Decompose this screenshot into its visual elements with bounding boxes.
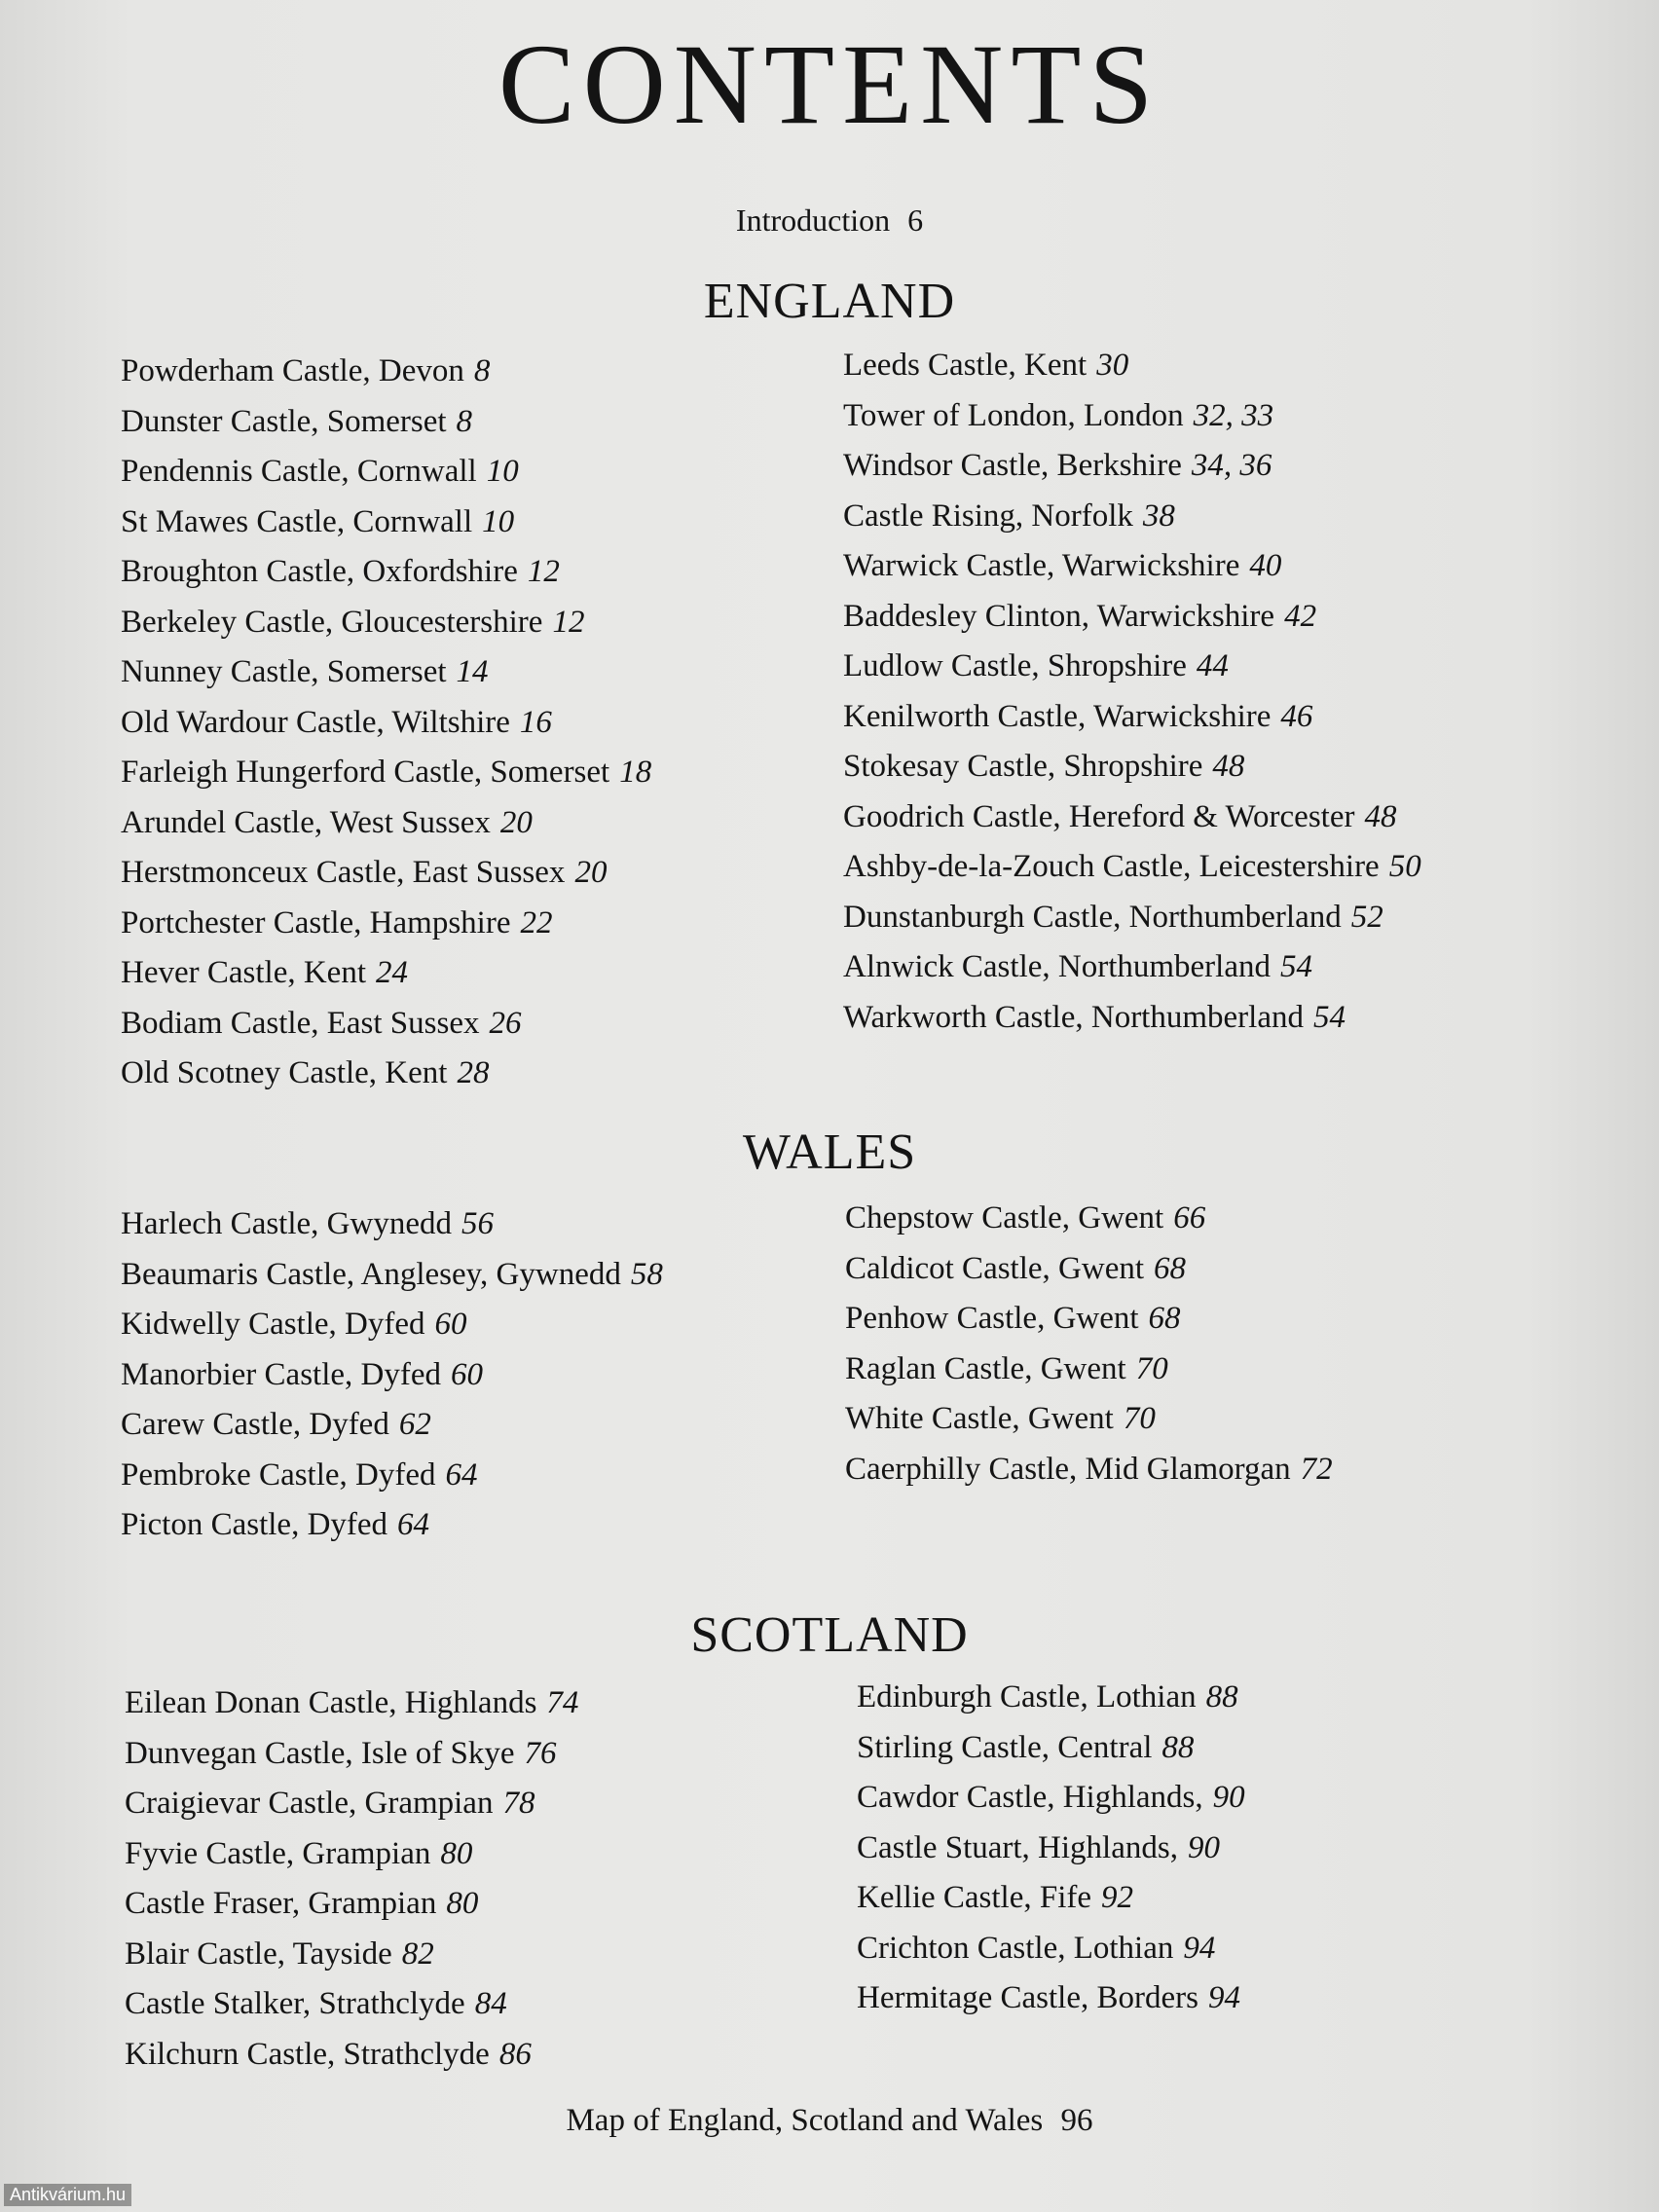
- toc-entry: [121, 899, 651, 949]
- toc-entry-page: 24: [376, 955, 408, 990]
- introduction-entry: [0, 203, 1659, 239]
- toc-entry-title: Nunney Castle, Somerset: [121, 654, 447, 689]
- toc-entry-page: 12: [552, 604, 585, 640]
- toc-entry-page: 26: [489, 1005, 522, 1041]
- toc-entry: [121, 1049, 651, 1099]
- toc-entry: [857, 1773, 1245, 1824]
- toc-entry-title: Fyvie Castle, Grampian: [125, 1835, 431, 1871]
- toc-entry: [121, 547, 651, 598]
- toc-entry-title: Tower of London, London: [843, 397, 1184, 433]
- wales-left-list: [121, 1199, 663, 1551]
- toc-entry-title: Old Wardour Castle, Wiltshire: [121, 704, 510, 740]
- toc-entry-title: Chepstow Castle, Gwent: [845, 1200, 1164, 1235]
- toc-entry-title: Ashby-de-la-Zouch Castle, Leicestershire: [843, 849, 1380, 884]
- section-heading-scotland: SCOTLAND: [690, 1607, 969, 1663]
- toc-entry: [843, 942, 1421, 993]
- toc-entry: [857, 1873, 1245, 1924]
- toc-entry-page: 80: [446, 1886, 479, 1921]
- toc-entry: [125, 1779, 578, 1829]
- toc-entry-page: 22: [520, 904, 553, 940]
- toc-entry-title: Picton Castle, Dyfed: [121, 1507, 388, 1542]
- toc-entry-page: 90: [1212, 1780, 1245, 1815]
- toc-entry: [125, 1829, 578, 1880]
- toc-entry: [857, 1973, 1245, 2024]
- toc-entry-page: 10: [482, 503, 515, 539]
- toc-entry-title: Bodiam Castle, East Sussex: [121, 1005, 480, 1041]
- toc-entry-title: Raglan Castle, Gwent: [845, 1350, 1126, 1386]
- toc-entry-title: Caerphilly Castle, Mid Glamorgan: [845, 1451, 1291, 1487]
- toc-entry: [121, 798, 651, 849]
- toc-entry: [125, 2030, 578, 2081]
- toc-entry: [857, 1673, 1245, 1723]
- toc-entry-page: 56: [461, 1206, 494, 1241]
- toc-entry-title: Castle Stuart, Highlands,: [857, 1829, 1178, 1865]
- toc-entry-title: Edinburgh Castle, Lothian: [857, 1679, 1197, 1714]
- toc-entry: [121, 647, 651, 698]
- toc-entry-title: Baddesley Clinton, Warwickshire: [843, 598, 1275, 634]
- toc-entry: [121, 347, 651, 397]
- toc-entry-title: Carew Castle, Dyfed: [121, 1407, 389, 1442]
- toc-entry-page: 80: [440, 1835, 473, 1871]
- toc-entry-title: Ludlow Castle, Shropshire: [843, 648, 1187, 683]
- toc-entry: [121, 999, 651, 1050]
- toc-entry-page: 18: [619, 755, 652, 790]
- toc-entry-title: Dunstanburgh Castle, Northumberland: [843, 899, 1342, 935]
- toc-entry-title: Kenilworth Castle, Warwickshire: [843, 698, 1272, 734]
- toc-entry-title: Old Scotney Castle, Kent: [121, 1055, 448, 1090]
- toc-entry-page: 90: [1187, 1829, 1220, 1865]
- toc-entry: [843, 391, 1421, 442]
- toc-entry-page: 88: [1161, 1729, 1195, 1765]
- toc-entry-page: 70: [1123, 1401, 1156, 1436]
- toc-entry-page: 76: [524, 1735, 557, 1771]
- introduction-page: 6: [907, 203, 924, 238]
- toc-entry: [843, 592, 1421, 643]
- toc-entry-page: 68: [1154, 1250, 1187, 1286]
- toc-entry-page: 62: [398, 1407, 431, 1442]
- toc-entry-page: 12: [527, 554, 560, 589]
- toc-entry-title: Broughton Castle, Oxfordshire: [121, 554, 518, 589]
- toc-entry-title: Blair Castle, Tayside: [125, 1936, 392, 1972]
- toc-entry-page: 40: [1249, 548, 1282, 583]
- toc-entry: [857, 1924, 1245, 1974]
- toc-entry-title: Hermitage Castle, Borders: [857, 1980, 1198, 2015]
- toc-entry-page: 48: [1212, 749, 1245, 784]
- page-title: CONTENTS: [498, 20, 1161, 148]
- toc-entry-title: Arundel Castle, West Sussex: [121, 804, 491, 840]
- toc-entry-title: Cawdor Castle, Highlands,: [857, 1780, 1203, 1815]
- toc-entry-title: Castle Stalker, Strathclyde: [125, 1986, 465, 2021]
- toc-entry-page: 74: [546, 1685, 579, 1720]
- toc-entry-title: Farleigh Hungerford Castle, Somerset: [121, 755, 610, 790]
- toc-entry-title: Caldicot Castle, Gwent: [845, 1250, 1145, 1286]
- toc-entry-page: 60: [434, 1307, 467, 1342]
- wales-right-list: [845, 1194, 1333, 1494]
- map-entry: [0, 2103, 1659, 2139]
- toc-entry-page: 66: [1173, 1200, 1206, 1235]
- toc-entry-page: 30: [1096, 348, 1129, 383]
- toc-entry-title: White Castle, Gwent: [845, 1401, 1114, 1436]
- toc-entry-title: Manorbier Castle, Dyfed: [121, 1356, 441, 1392]
- toc-entry: [843, 642, 1421, 692]
- toc-entry-page: 92: [1101, 1880, 1134, 1915]
- toc-entry: [125, 1879, 578, 1930]
- toc-entry-page: 20: [574, 855, 608, 890]
- toc-entry-title: Castle Fraser, Grampian: [125, 1886, 437, 1921]
- toc-entry-title: Beaumaris Castle, Anglesey, Gywnedd: [121, 1256, 621, 1292]
- toc-entry: [125, 1678, 578, 1729]
- england-right-list: [843, 341, 1421, 1043]
- toc-entry: [843, 893, 1421, 943]
- toc-entry-page: 58: [630, 1256, 663, 1292]
- toc-entry-title: Penhow Castle, Gwent: [845, 1301, 1139, 1336]
- toc-entry: [843, 341, 1421, 391]
- toc-entry-title: Stokesay Castle, Shropshire: [843, 749, 1203, 784]
- toc-entry-title: Eilean Donan Castle, Highlands: [125, 1685, 537, 1720]
- toc-entry: [125, 1930, 578, 1980]
- toc-entry-page: 50: [1388, 849, 1421, 884]
- toc-entry: [843, 441, 1421, 492]
- toc-entry-title: Leeds Castle, Kent: [843, 348, 1088, 383]
- toc-entry: [845, 1244, 1333, 1295]
- toc-entry: [121, 1451, 663, 1501]
- toc-entry-title: Hever Castle, Kent: [121, 955, 366, 990]
- toc-entry: [845, 1394, 1333, 1445]
- toc-entry: [843, 842, 1421, 893]
- toc-entry-title: St Mawes Castle, Cornwall: [121, 503, 473, 539]
- toc-entry-page: 78: [502, 1786, 535, 1821]
- toc-entry-title: Pendennis Castle, Cornwall: [121, 454, 477, 489]
- toc-entry: [845, 1345, 1333, 1395]
- toc-entry-page: 88: [1205, 1679, 1238, 1714]
- toc-entry-title: Alnwick Castle, Northumberland: [843, 949, 1271, 984]
- toc-entry-title: Windsor Castle, Berkshire: [843, 448, 1182, 483]
- toc-entry-page: 48: [1364, 798, 1397, 834]
- toc-entry-page: 54: [1280, 949, 1312, 984]
- toc-entry-title: Herstmonceux Castle, East Sussex: [121, 855, 566, 890]
- toc-entry-page: 86: [498, 2036, 532, 2072]
- toc-entry: [125, 1729, 578, 1780]
- toc-entry-page: 44: [1196, 648, 1229, 683]
- toc-entry-title: Warkworth Castle, Northumberland: [843, 999, 1304, 1035]
- toc-entry: [121, 447, 651, 498]
- toc-entry-page: 34, 36: [1191, 448, 1272, 483]
- map-entry-label: Map of England, Scotland and Wales: [566, 2103, 1044, 2138]
- toc-entry-page: 52: [1350, 899, 1383, 935]
- toc-entry: [843, 541, 1421, 592]
- toc-entry-page: 28: [457, 1055, 490, 1090]
- toc-entry-title: Warwick Castle, Warwickshire: [843, 548, 1240, 583]
- toc-entry-page: 68: [1148, 1301, 1181, 1336]
- toc-entry-title: Berkeley Castle, Gloucestershire: [121, 604, 543, 640]
- toc-entry: [121, 397, 651, 448]
- toc-entry: [121, 698, 651, 749]
- toc-entry: [121, 1300, 663, 1350]
- toc-entry: [121, 498, 651, 548]
- toc-entry-title: Kidwelly Castle, Dyfed: [121, 1307, 425, 1342]
- toc-entry-page: 70: [1135, 1350, 1168, 1386]
- scotland-left-list: [125, 1678, 578, 2080]
- toc-entry: [121, 1500, 663, 1551]
- watermark-logo: Antikvárium.hu: [4, 2184, 131, 2206]
- toc-entry-page: 20: [499, 804, 533, 840]
- toc-entry: [857, 1824, 1245, 1874]
- toc-entry-page: 72: [1300, 1451, 1333, 1487]
- toc-entry-page: 8: [473, 353, 491, 388]
- toc-entry: [121, 848, 651, 899]
- toc-entry-page: 46: [1280, 698, 1313, 734]
- toc-entry-page: 64: [397, 1507, 430, 1542]
- toc-entry: [125, 1979, 578, 2030]
- introduction-label: Introduction: [735, 203, 891, 238]
- scotland-right-list: [857, 1673, 1245, 2024]
- toc-entry: [121, 1199, 663, 1250]
- toc-entry: [843, 692, 1421, 743]
- england-left-list: [121, 347, 651, 1099]
- toc-entry: [843, 742, 1421, 793]
- toc-entry-title: Dunster Castle, Somerset: [121, 403, 447, 439]
- toc-entry-title: Castle Rising, Norfolk: [843, 498, 1133, 534]
- toc-entry: [843, 492, 1421, 542]
- toc-entry-page: 94: [1183, 1930, 1216, 1966]
- toc-entry-page: 82: [401, 1936, 434, 1972]
- toc-entry-title: Craigievar Castle, Grampian: [125, 1786, 494, 1821]
- toc-entry: [857, 1723, 1245, 1774]
- toc-entry-page: 42: [1284, 598, 1317, 634]
- toc-entry-title: Goodrich Castle, Hereford & Worcester: [843, 798, 1355, 834]
- toc-entry-page: 64: [445, 1456, 478, 1493]
- toc-entry-page: 14: [456, 654, 489, 689]
- toc-entry: [121, 948, 651, 999]
- toc-entry: [845, 1294, 1333, 1345]
- toc-entry: [843, 793, 1421, 843]
- toc-entry: [121, 748, 651, 798]
- toc-entry-title: Powderham Castle, Devon: [121, 353, 464, 388]
- toc-entry-title: Kellie Castle, Fife: [857, 1880, 1092, 1915]
- toc-entry-page: 8: [456, 403, 473, 439]
- map-entry-page: 96: [1060, 2103, 1093, 2138]
- toc-entry: [121, 1400, 663, 1451]
- toc-entry-page: 54: [1312, 999, 1346, 1035]
- toc-entry: [121, 1250, 663, 1301]
- toc-entry: [845, 1194, 1333, 1244]
- toc-entry: [121, 598, 651, 648]
- toc-entry-title: Portchester Castle, Hampshire: [121, 904, 511, 940]
- toc-entry-page: 10: [486, 454, 519, 489]
- toc-entry-page: 32, 33: [1193, 397, 1274, 433]
- toc-entry: [843, 993, 1421, 1044]
- toc-entry-title: Crichton Castle, Lothian: [857, 1930, 1174, 1966]
- toc-entry-title: Kilchurn Castle, Strathclyde: [125, 2036, 490, 2072]
- toc-entry-page: 60: [451, 1356, 483, 1392]
- section-heading-england: ENGLAND: [703, 274, 956, 329]
- toc-entry: [121, 1350, 663, 1401]
- toc-entry-page: 16: [519, 704, 552, 740]
- toc-entry-title: Harlech Castle, Gwynedd: [121, 1206, 452, 1241]
- toc-entry-page: 94: [1207, 1980, 1240, 2015]
- toc-entry-title: Pembroke Castle, Dyfed: [121, 1456, 436, 1493]
- toc-entry: [845, 1445, 1333, 1495]
- toc-entry-page: 84: [474, 1986, 507, 2021]
- section-heading-wales: WALES: [742, 1124, 917, 1180]
- toc-entry-title: Dunvegan Castle, Isle of Skye: [125, 1735, 515, 1771]
- toc-entry-page: 38: [1142, 498, 1175, 534]
- toc-entry-title: Stirling Castle, Central: [857, 1729, 1153, 1765]
